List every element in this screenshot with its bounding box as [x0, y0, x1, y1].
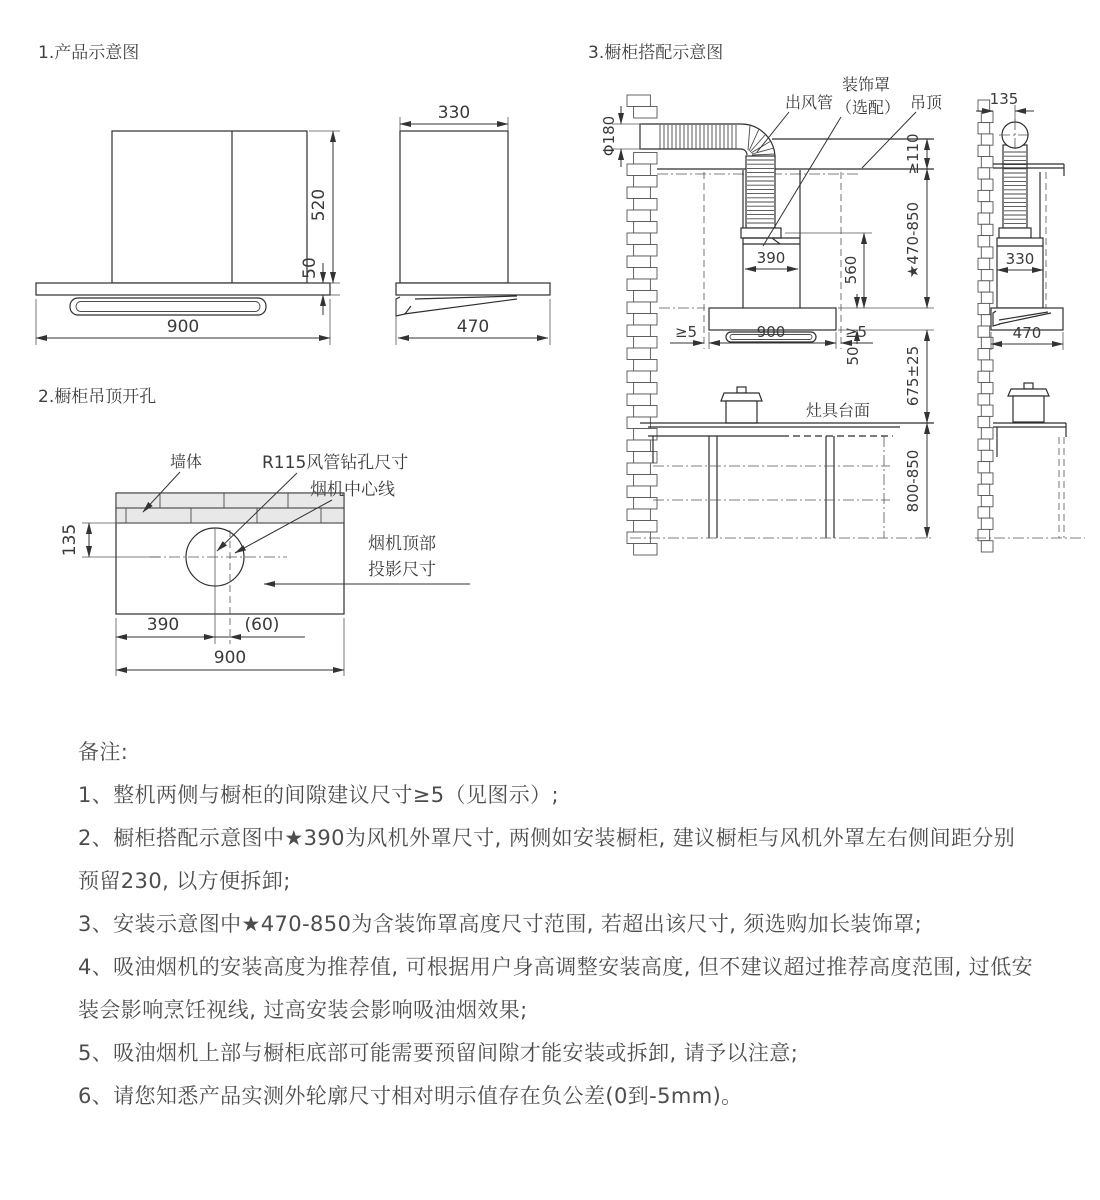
dim-counter-height: 800-850	[904, 449, 922, 513]
dim-side-top-depth-cabinet: 330	[1005, 250, 1035, 268]
dim-gap-right: ≥5	[844, 323, 868, 341]
dim-wall-to-duct: 135	[989, 90, 1019, 108]
dim-cover-width: 390	[756, 249, 786, 267]
chimney-side	[997, 238, 1043, 308]
ceiling-opening-diagram	[38, 387, 470, 676]
cabinet-layout-diagram	[588, 43, 1085, 555]
dim-side-top-depth: 330	[437, 103, 471, 123]
wall-bricks-main	[627, 95, 657, 555]
dim-base-height: 50	[844, 346, 862, 366]
dim-front-height: 520	[309, 188, 329, 222]
projection-label-line1: 烟机顶部	[368, 534, 436, 554]
stove-pot-side	[1008, 383, 1049, 422]
duct-label: 出风管	[785, 93, 834, 112]
note-item-5: 5、吸油烟机上部与橱柜底部可能需要预留间隙才能安装或拆卸, 请予以注意;	[78, 1041, 799, 1065]
dim-opening-width: 900	[213, 648, 247, 668]
counter-label: 灶具台面	[806, 401, 871, 420]
dim-hood-width: 900	[756, 323, 786, 341]
section1-title: 1.产品示意图	[38, 43, 140, 63]
dim-duct-diameter: Φ180	[600, 115, 618, 157]
dim-hole-center-offset: (60)	[244, 615, 280, 635]
dim-hole-front-offset: 135	[60, 523, 80, 557]
duct-vertical	[746, 156, 775, 228]
stove-pot	[721, 387, 762, 423]
note-item-3: 3、安装示意图中★470-850为含装饰罩高度尺寸范围, 若超出该尺寸, 须选购加长装饰罩;	[78, 912, 923, 936]
dim-duct-height: 560	[842, 255, 860, 285]
hole-size-label: R115风管钻孔尺寸	[262, 453, 409, 473]
duct-collar	[741, 228, 781, 238]
section2-title: 2.橱柜吊顶开孔	[38, 387, 157, 407]
cabinet-main-view	[600, 75, 943, 555]
notes-section	[78, 731, 1036, 1118]
hood-front-view	[36, 131, 340, 345]
hood-centerline-label: 烟机中心线	[310, 480, 395, 500]
projection-label-line2: 投影尺寸	[368, 560, 436, 580]
note-item-1: 1、整机两侧与橱柜的间隙建议尺寸≥5（见图示）;	[78, 783, 559, 807]
base-cabinet	[648, 436, 893, 538]
duct-elbow-hatch	[748, 125, 775, 155]
wall-label: 墙体	[170, 452, 203, 471]
dim-front-base-height: 50	[300, 257, 320, 279]
note-item-4: 4、吸油烟机的安装高度为推荐值, 可根据用户身高调整安装高度, 但不建议超过推荐高度范围, 过低安装会影响烹饪视线, 过高安装会影响吸油烟效果;	[78, 955, 1034, 1022]
ceiling-label: 吊顶	[910, 93, 943, 112]
dim-hole-left-offset: 390	[146, 615, 180, 635]
hood-side-view	[396, 103, 550, 345]
cover-label-line2: （选配）	[836, 98, 901, 117]
note-item-2: 2、橱柜搭配示意图中★390为风机外罩尺寸, 两侧如安装橱柜, 建议橱柜与风机外罩左右侧间距分别预留230, 以方便拆卸;	[78, 826, 1016, 893]
duct-vertical-side	[1003, 145, 1027, 228]
dim-ceiling-gap: ≥110	[904, 133, 922, 175]
notes-heading: 备注:	[78, 740, 129, 764]
dim-gap-left: ≥5	[674, 323, 698, 341]
duct-horizontal	[640, 124, 741, 149]
cabinet-side-view	[975, 90, 1085, 552]
note-item-6: 6、请您知悉产品实测外轮廓尺寸相对明示值存在负公差(0到-5mm)。	[78, 1084, 743, 1108]
dim-side-depth-cabinet: 470	[1012, 324, 1042, 342]
dim-side-depth: 470	[456, 317, 490, 337]
product-diagram	[36, 43, 550, 345]
dim-hood-to-counter: 675±25	[904, 345, 922, 407]
dim-front-width: 900	[166, 317, 200, 337]
cover-label-line1: 装饰罩	[842, 75, 891, 94]
section3-title: 3.橱柜搭配示意图	[588, 43, 724, 63]
dim-cover-height-range: ★470-850	[904, 201, 922, 279]
